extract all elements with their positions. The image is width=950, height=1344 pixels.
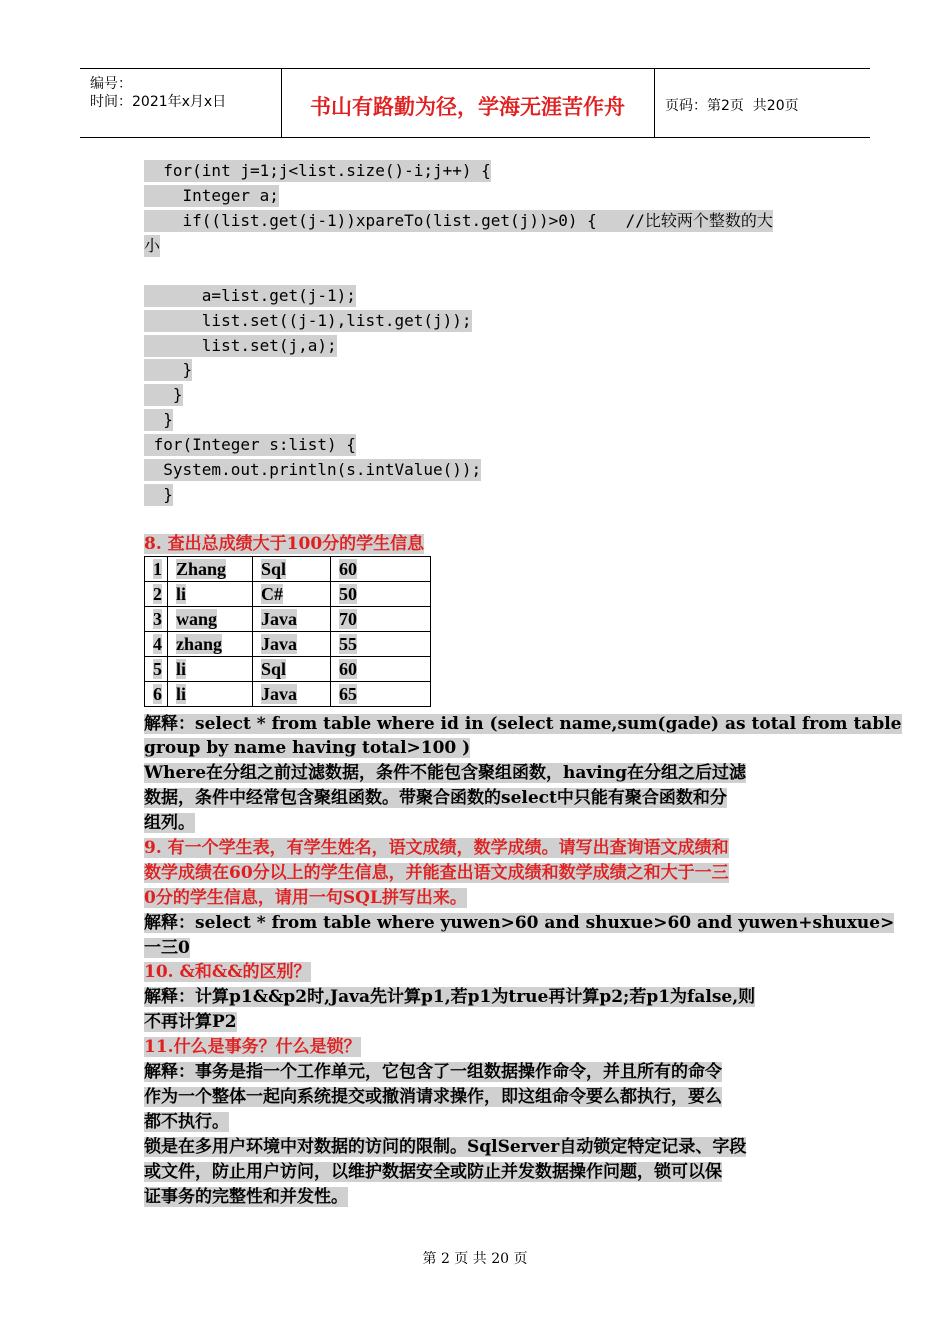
page-footer: 第 2 页 共 20 页 xyxy=(422,1251,528,1267)
table-cell: 60 xyxy=(331,657,431,682)
table-cell: 3 xyxy=(145,607,168,632)
q8-answer-line: Where在分组之前过滤数据，条件不能包含聚组函数，having在分组之后过滤 xyxy=(144,763,746,783)
table-cell: li xyxy=(168,582,253,607)
q8-answer-line: 解释：select * from table where id in (select name,sum(gade) as total from table xyxy=(144,714,902,734)
q8-answer-line: 组列。 xyxy=(144,813,195,833)
table-row xyxy=(145,582,431,607)
code-line: } xyxy=(144,485,173,504)
table-cell: 4 xyxy=(145,632,168,657)
table-cell: li xyxy=(168,682,253,707)
table-cell: 50 xyxy=(331,582,431,607)
code-line: if((list.get(j-1))xpareTo(list.get(j))>0) { //比较两个整数的大 xyxy=(144,211,773,230)
code-line: list.set((j-1),list.get(j)); xyxy=(144,311,472,330)
header-motto-cell xyxy=(281,69,655,137)
q9-title-line: 数学成绩在60分以上的学生信息，并能查出语文成绩和数学成绩之和大于一三 xyxy=(144,863,729,883)
table-cell: 6 xyxy=(145,682,168,707)
table-row xyxy=(145,682,431,707)
code-line: for(int j=1;j<list.size()-i;j++) { xyxy=(144,161,491,180)
q11-answer-line: 都不执行。 xyxy=(144,1112,229,1132)
q10-answer-line: 解释：计算p1&&p2时,Java先计算p1,若p1为true再计算p2;若p1为false,则 xyxy=(144,987,756,1007)
q8-title: 8. 查出总成绩大于100分的学生信息 xyxy=(144,534,425,554)
table-cell: 70 xyxy=(331,607,431,632)
table-cell: wang xyxy=(168,607,253,632)
code-line: 小 xyxy=(144,236,161,255)
code-line: } xyxy=(144,385,183,404)
q11-title: 11.什么是事务？什么是锁？ xyxy=(144,1037,361,1057)
q11-answer-line: 或文件，防止用户访问，以维护数据安全或防止并发数据操作问题，锁可以保 xyxy=(144,1162,722,1182)
score-table xyxy=(144,556,431,707)
code-line: } xyxy=(144,360,193,379)
q8-answer-line: group by name having total>100 ) xyxy=(144,738,471,758)
table-row xyxy=(145,632,431,657)
q11-answer-line: 作为一个整体一起向系统提交或撤消请求操作，即这组命令要么都执行，要么 xyxy=(144,1087,722,1107)
q8-answer-line: 数据，条件中经常包含聚组函数。带聚合函数的select中只能有聚合函数和分 xyxy=(144,788,727,808)
q9-title-line: 9. 有一个学生表，有学生姓名，语文成绩，数学成绩。请写出查询语文成绩和 xyxy=(144,838,729,858)
q10-title: 10. &和&&的区别？ xyxy=(144,962,311,982)
q11-answer-line: 解释：事务是指一个工作单元，它包含了一组数据操作命令，并且所有的命令 xyxy=(144,1062,722,1082)
table-cell: Java xyxy=(253,607,331,632)
table-cell: 5 xyxy=(145,657,168,682)
table-cell: 2 xyxy=(145,582,168,607)
table-cell: Zhang xyxy=(168,557,253,582)
number-label: 编号： xyxy=(90,76,132,92)
code-line: a=list.get(j-1); xyxy=(144,286,356,305)
table-cell: Sql xyxy=(253,657,331,682)
table-row xyxy=(145,657,431,682)
table-cell: C# xyxy=(253,582,331,607)
code-line: Integer a; xyxy=(144,186,279,205)
header-meta xyxy=(80,69,282,137)
q9-title-line: 0分的学生信息，请用一句SQL拼写出来。 xyxy=(144,888,467,908)
table-row xyxy=(145,607,431,632)
table-cell: 55 xyxy=(331,632,431,657)
table-cell: Java xyxy=(253,682,331,707)
table-row xyxy=(145,557,431,582)
table-cell: Sql xyxy=(253,557,331,582)
q11-answer-line: 锁是在多用户环境中对数据的访问的限制。SqlServer自动锁定特定记录、字段 xyxy=(144,1137,747,1157)
page-header xyxy=(80,68,870,138)
code-line: System.out.println(s.intValue()); xyxy=(144,460,482,479)
q9-answer-line: 解释：select * from table where yuwen>60 and shuxue>60 and yuwen+shuxue> xyxy=(144,913,895,933)
date-line: 时间：2021年x月x日 xyxy=(90,94,227,110)
table-cell: zhang xyxy=(168,632,253,657)
motto: 书山有路勤为径，学海无涯苦作舟 xyxy=(310,94,625,119)
table-cell: 60 xyxy=(331,557,431,582)
table-cell: 1 xyxy=(145,557,168,582)
q11-answer-line: 证事务的完整性和并发性。 xyxy=(144,1187,348,1207)
code-line: } xyxy=(144,410,173,429)
table-cell: 65 xyxy=(331,682,431,707)
q10-answer-line: 不再计算P2 xyxy=(144,1012,237,1032)
table-cell: li xyxy=(168,657,253,682)
table-cell: Java xyxy=(253,632,331,657)
code-line: for(Integer s:list) { xyxy=(144,435,356,454)
header-page-cell xyxy=(655,69,870,137)
code-line: list.set(j,a); xyxy=(144,336,337,355)
page-info: 页码：第2页 共20页 xyxy=(665,98,799,114)
q9-answer-line: 一三0 xyxy=(144,938,190,958)
